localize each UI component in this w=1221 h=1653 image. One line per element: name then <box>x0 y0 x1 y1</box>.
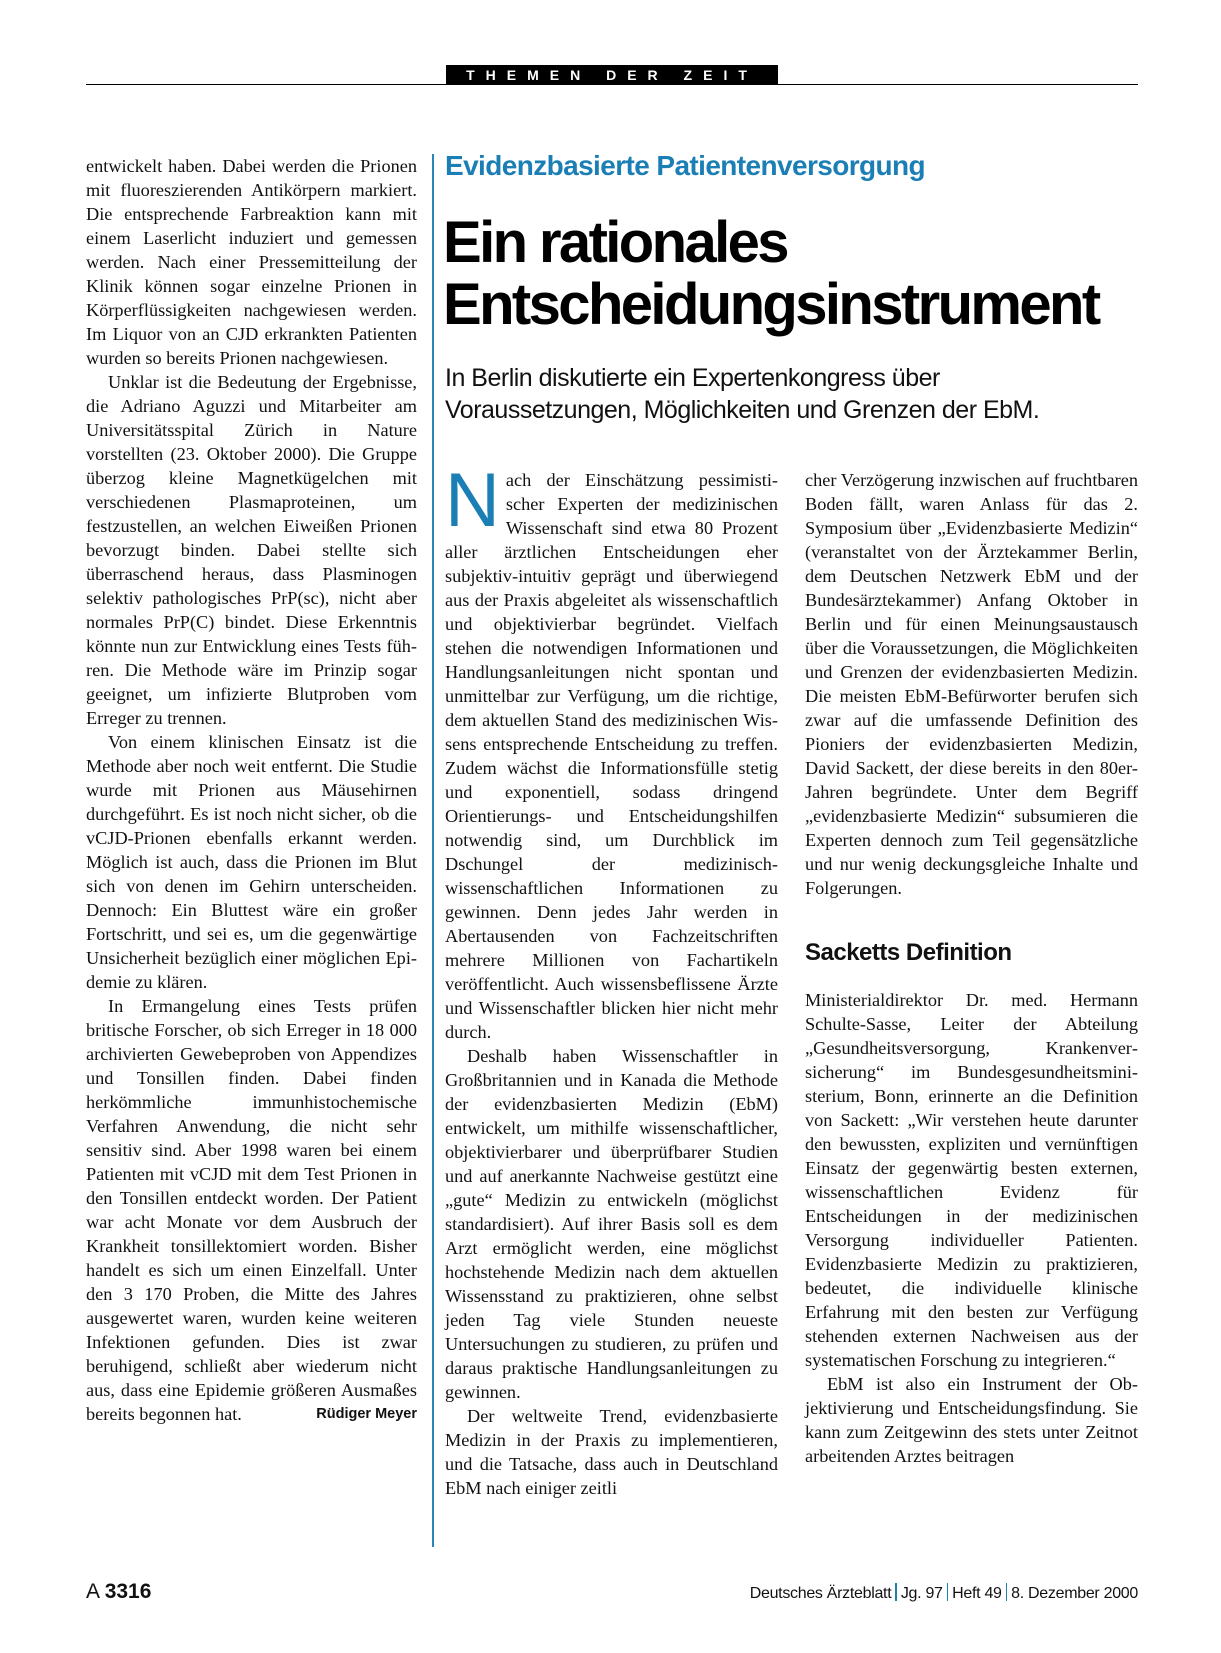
page-number-value: 3316 <box>104 1580 152 1603</box>
article-standfirst <box>445 362 1039 426</box>
headline-line-2: Entscheidungsinstrument <box>443 272 1099 337</box>
headline-line-1: Ein rationales <box>443 210 787 275</box>
journal-footer <box>750 1583 1138 1603</box>
journal-issue: Heft 49 <box>952 1585 1002 1602</box>
middle-paragraph-3: Der weltweite Trend, evidenzbasierte Medizin in der Praxis zu implementieren, und die Tatsache, dass auch in Deutschland EbM nach einiger zeitli <box>445 1406 778 1498</box>
right-paragraph-3: EbM ist also ein Instrument der Objektivierung und Entscheidungsfindung. Sie kann zum Zeitgewinn des stets unter Zeitnot arbeitenden Arztes beitragen <box>805 1374 1138 1466</box>
page-number <box>86 1580 151 1604</box>
section-banner: THEMEN DER ZEIT <box>446 65 778 85</box>
section-subhead: Sacketts Definition <box>805 939 1012 966</box>
middle-paragraph-2: Deshalb haben Wissenschaftler in Großbritannien und in Kanada die Methode der evidenzbasierten Medizin (EbM) entwickelt, um mithilfe wissenschaftlicher, objektivierbarer und überprüfbarer Studien und auf anerkannte Nachweise gestützt eine „gute“ Medizin zu entwickeln (möglichst standardisiert). Auf ihrer Basis soll es dem Arzt ermöglicht werden, eine möglichst hochstehende Medizin nach dem aktuellen Wissensstand zu praktizieren, ohne selbst jeden Tag viele Stunden neueste Untersuchungen zu studieren, zu prüfen und daraus praktische Handlungsanleitungen zu gewinnen. <box>445 1046 778 1402</box>
author-name: Rüdiger Meyer <box>316 1406 417 1422</box>
drop-cap: N <box>445 458 500 543</box>
footer-separator <box>1006 1583 1008 1601</box>
left-paragraph-4 <box>86 994 417 1426</box>
footer-separator <box>947 1583 949 1601</box>
standfirst-line-2: Voraussetzungen, Möglichkeiten und Grenzen der EbM. <box>445 396 1040 424</box>
right-paragraph-2: Ministerialdirektor Dr. med. Hermann Schulte-Sasse, Leiter der Abteilung „Gesundheitsversorgung, Krankenversicherung“ im Bundesgesundheitsministerium, Bonn, erinnerte an die Definition von Sackett: „Wir verstehen heute darunter den bewussten, expliziten und vernünftigen Einsatz der gegenwärtig besten externen, wissenschaftlichen Evidenz für Entscheidungen in der medizinischen Versorgung individueller Patienten. Evidenzbasierte Medizin zu praktizieren, bedeutet, die individuelle klinische Erfahrung mit den besten zur Verfügung stehenden externen Nachweisen aus der systematischen Forschung zu integrieren.“ <box>805 990 1138 1370</box>
footer-separator <box>895 1583 897 1601</box>
left-paragraph-3: Von einem klinischen Einsatz ist die Methode aber noch weit entfernt. Die Studie wurde mit Prionen aus Mäusehirnen durchgeführt. Es ist noch nicht sicher, ob die vCJD-Prionen ebenfalls erkannt werden. Möglich ist auch, dass die Prionen im Blut sich von denen im Gehirn unterscheiden. Dennoch: Ein Bluttest wäre ein großer Fortschritt, und sei es, um die gegenwärtige Unsicherheit bezüglich einer möglichen Epidemie zu klären. <box>86 732 417 992</box>
journal-date: 8. Dezember 2000 <box>1011 1585 1138 1602</box>
article-kicker: Evidenzbasierte Patientenversorgung <box>445 150 926 181</box>
middle-paragraph-1 <box>445 458 778 1044</box>
column-divider <box>432 154 434 1547</box>
article-headline <box>443 212 1099 336</box>
journal-volume: Jg. 97 <box>900 1585 943 1602</box>
journal-name: Deutsches Ärzteblatt <box>749 1585 892 1602</box>
left-paragraph-1: entwickelt haben. Dabei werden die Prionen mit fluoreszierenden Antikörpern markiert. Die entsprechende Farbreaktion kann mit einem Laserlicht induziert und gemessen werden. Nach einer Pressemitteilung der Klinik können sogar einzelne Prionen in Körperflüssigkeiten nachgewiesen werden. Im Liquor von an CJD erkrankten Patienten wurden so bereits Prionen nachgewiesen. <box>86 156 417 368</box>
left-paragraph-4-text: In Ermangelung eines Tests prüfen britische Forscher, ob sich Erreger in 18 000 archivierten Gewebeproben von Appendizes und Tonsillen finden. Dabei finden herkömmliche immunhistochemische Verfahren Anwendung, die nicht sehr sensitiv sind. Aber 1998 waren bei einem Patienten mit vCJD mit dem Test Prionen in den Tonsillen entdeckt worden. Der Patient war acht Monate vor dem Ausbruch der Krankheit tonsillektomiert worden. Bisher handelt es sich um einen Einzelfall. Unter den 3 170 Proben, die Mitte des Jahres ausgewertet waren, wurden keine weiteren Infektionen gefunden. Dies ist zwar beruhigend, schließt aber wiederum nicht aus, dass eine Epidemie größeren Ausmaßes bereits begonnen hat. <box>86 996 417 1424</box>
page-prefix: A <box>86 1580 99 1603</box>
left-column <box>86 154 417 1426</box>
right-paragraph-1: cher Verzögerung inzwischen auf fruchtbaren Boden fällt, waren Anlass für das 2. Symposium über „Evidenzbasierte Medizin“ (veranstaltet von der Ärztekammer Berlin, dem Deutschen Netzwerk EbM und der Bundesärztekammer) Anfang Oktober in Berlin und für einen Meinungsaustausch über die Voraussetzungen, die Möglichkeiten und Grenzen der evidenzbasierten Medizin. Die meisten EbM-Befürworter berufen sich zwar auf die umfassende Definition des Pioniers der evidenzbasierten Medizin, David Sackett, der diese bereits in den 80er-Jahren begründete. Unter dem Begriff „evidenzbasierte Medizin“ subsumieren die Experten dennoch zum Teil gegensätzliche und nur wenig deckungsgleiche Inhalte und Folgerungen. <box>805 470 1138 898</box>
right-column <box>805 468 1138 1468</box>
header-rule <box>86 84 1138 85</box>
standfirst-line-1: In Berlin diskutierte ein Expertenkongress über <box>445 364 940 392</box>
left-paragraph-2: Unklar ist die Bedeutung der Ergebnisse, die Adriano Aguzzi und Mitarbeiter am Universitätsspital Zürich in Nature vorstellten (23. Oktober 2000). Die Gruppe überzog kleine Magnetkügelchen mit verschiedenen Plasmaproteinen, um festzustellen, an welchen Eiweißen Prionen bevorzugt binden. Dabei stellte sich überraschend heraus, dass Plasminogen selektiv pathologisches PrP(sc), nicht aber normales PrP(C) bindet. Diese Erkenntnis könnte nun zur Entwicklung eines Tests führen. Die Methode wäre im Prinzip sogar geeignet, um infizierte Blutproben vom Erreger zu trennen. <box>86 372 417 728</box>
middle-paragraph-1-text: ach der Einschätzung pessimistischer Experten der medizinischen Wissenschaft sind etwa 80 Prozent aller ärztlichen Entscheidungen eher subjektiv-intuitiv geprägt und überwiegend aus der Praxis abgeleitet als wissenschaftlich und objektivierbar begründet. Vielfach stehen die notwendigen Informationen und Handlungsanleitungen nicht spontan und unmittelbar zur Verfügung, um die richtige, dem aktuellen Stand des medizinischen Wissens entsprechende Entscheidung zu treffen. Zudem wächst die Informationsfülle stetig und exponentiell, sodass dringend Orientierungs- und Entscheidungshilfen notwendig sind, um Durchblick im Dschungel der medizinisch-wissenschaftlichen Informationen zu gewinnen. Denn jedes Jahr werden in Abertausenden von Fachzeitschriften mehrere Millionen von Fachartikeln veröffentlicht. Auch wissensbeflissene Ärzte und Wissenschaftler blicken hier nicht mehr durch. <box>445 470 778 1042</box>
middle-column <box>445 458 778 1500</box>
